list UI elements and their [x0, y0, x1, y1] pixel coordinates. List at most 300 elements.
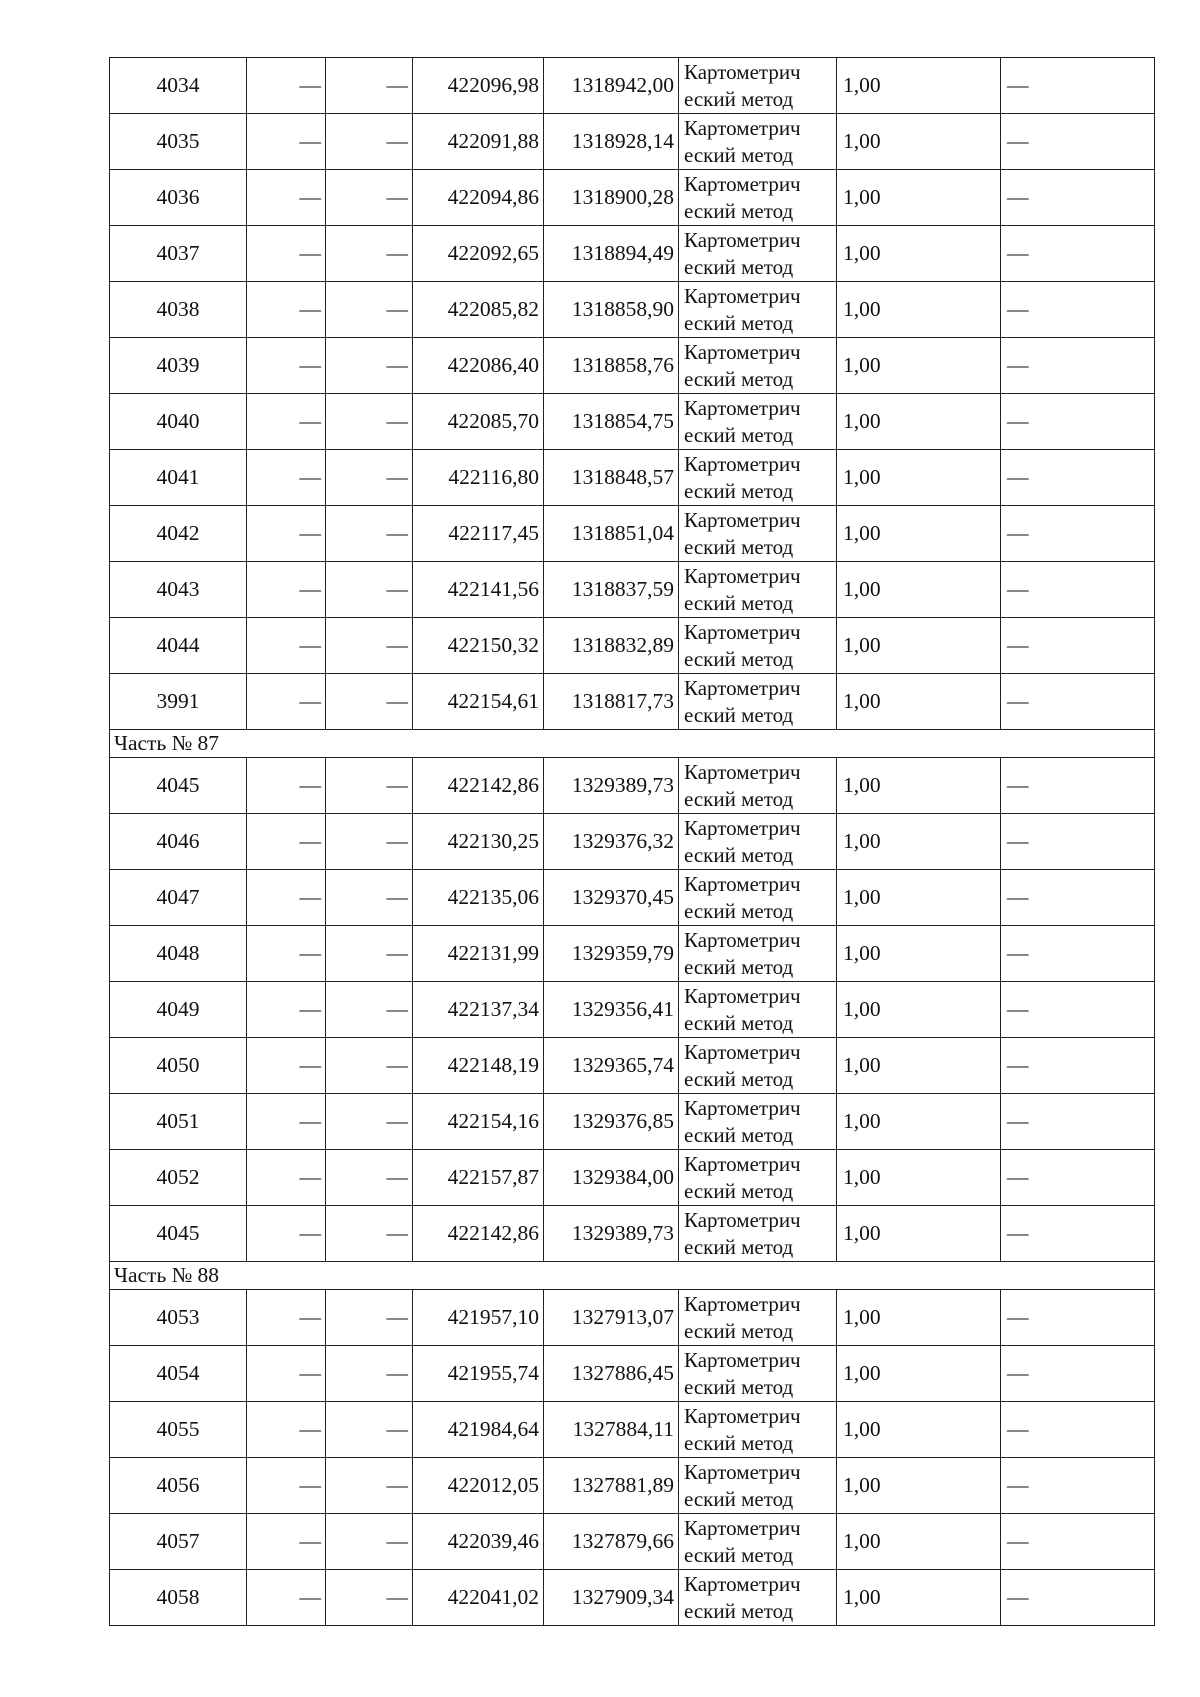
table-row	[110, 1402, 1155, 1458]
method-cell	[679, 1038, 837, 1094]
dash-cell: —	[247, 226, 326, 282]
method-line-1: Картометрич	[684, 395, 801, 420]
point-number-cell: 4035	[110, 114, 247, 170]
accuracy-cell: 1,00	[837, 1346, 1001, 1402]
y-coordinate-cell: 1318854,75	[544, 394, 679, 450]
method-line-1: Картометрич	[684, 1151, 801, 1176]
y-coordinate-cell: 1329359,79	[544, 926, 679, 982]
section-title: Часть № 87	[110, 730, 1155, 758]
note-cell: —	[1001, 394, 1155, 450]
x-coordinate-cell: 422096,98	[413, 58, 544, 114]
method-cell	[679, 1206, 837, 1262]
point-number-cell: 4053	[110, 1290, 247, 1346]
dash-cell: —	[326, 506, 413, 562]
x-coordinate-cell: 421955,74	[413, 1346, 544, 1402]
accuracy-cell: 1,00	[837, 114, 1001, 170]
table-row	[110, 1346, 1155, 1402]
x-coordinate-cell: 422142,86	[413, 1206, 544, 1262]
dash-cell: —	[326, 1458, 413, 1514]
method-line-1: Картометрич	[684, 1095, 801, 1120]
note-cell: —	[1001, 282, 1155, 338]
y-coordinate-cell: 1327884,11	[544, 1402, 679, 1458]
method-cell	[679, 1094, 837, 1150]
accuracy-cell: 1,00	[837, 1402, 1001, 1458]
x-coordinate-cell: 422141,56	[413, 562, 544, 618]
method-line-2: еский метод	[684, 254, 794, 279]
section-header-row	[110, 1262, 1155, 1290]
point-number-cell: 4055	[110, 1402, 247, 1458]
method-cell	[679, 618, 837, 674]
method-line-2: еский метод	[684, 646, 794, 671]
point-number-cell: 4051	[110, 1094, 247, 1150]
dash-cell: —	[326, 170, 413, 226]
method-line-2: еский метод	[684, 1066, 794, 1091]
dash-cell: —	[247, 394, 326, 450]
method-cell	[679, 394, 837, 450]
method-cell	[679, 282, 837, 338]
method-line-1: Картометрич	[684, 1571, 801, 1596]
method-cell	[679, 674, 837, 730]
y-coordinate-cell: 1329384,00	[544, 1150, 679, 1206]
method-line-1: Картометрич	[684, 451, 801, 476]
dash-cell: —	[247, 450, 326, 506]
dash-cell: —	[247, 1038, 326, 1094]
method-line-1: Картометрич	[684, 759, 801, 784]
dash-cell: —	[247, 338, 326, 394]
method-cell	[679, 170, 837, 226]
point-number-cell: 4040	[110, 394, 247, 450]
method-line-2: еский метод	[684, 366, 794, 391]
note-cell: —	[1001, 226, 1155, 282]
x-coordinate-cell: 421984,64	[413, 1402, 544, 1458]
dash-cell: —	[247, 1206, 326, 1262]
x-coordinate-cell: 422130,25	[413, 814, 544, 870]
y-coordinate-cell: 1318851,04	[544, 506, 679, 562]
note-cell: —	[1001, 58, 1155, 114]
accuracy-cell: 1,00	[837, 982, 1001, 1038]
method-line-1: Картометрич	[684, 675, 801, 700]
x-coordinate-cell: 422150,32	[413, 618, 544, 674]
accuracy-cell: 1,00	[837, 1570, 1001, 1626]
method-line-2: еский метод	[684, 1122, 794, 1147]
x-coordinate-cell: 422137,34	[413, 982, 544, 1038]
accuracy-cell: 1,00	[837, 170, 1001, 226]
x-coordinate-cell: 422154,16	[413, 1094, 544, 1150]
table-row	[110, 1514, 1155, 1570]
note-cell: —	[1001, 1290, 1155, 1346]
x-coordinate-cell: 422085,70	[413, 394, 544, 450]
method-line-1: Картометрич	[684, 1039, 801, 1064]
dash-cell: —	[326, 618, 413, 674]
method-line-2: еский метод	[684, 1542, 794, 1567]
method-cell	[679, 814, 837, 870]
dash-cell: —	[326, 1094, 413, 1150]
x-coordinate-cell: 422157,87	[413, 1150, 544, 1206]
note-cell: —	[1001, 1038, 1155, 1094]
x-coordinate-cell: 422041,02	[413, 1570, 544, 1626]
method-line-1: Картометрич	[684, 815, 801, 840]
table-row	[110, 450, 1155, 506]
table-row	[110, 506, 1155, 562]
note-cell: —	[1001, 170, 1155, 226]
method-line-2: еский метод	[684, 86, 794, 111]
table-row	[110, 394, 1155, 450]
y-coordinate-cell: 1318858,76	[544, 338, 679, 394]
dash-cell: —	[326, 226, 413, 282]
dash-cell: —	[247, 982, 326, 1038]
x-coordinate-cell: 422142,86	[413, 758, 544, 814]
y-coordinate-cell: 1329356,41	[544, 982, 679, 1038]
dash-cell: —	[247, 1290, 326, 1346]
note-cell: —	[1001, 114, 1155, 170]
method-line-2: еский метод	[684, 954, 794, 979]
accuracy-cell: 1,00	[837, 1038, 1001, 1094]
table-row	[110, 982, 1155, 1038]
dash-cell: —	[247, 1346, 326, 1402]
y-coordinate-cell: 1318837,59	[544, 562, 679, 618]
dash-cell: —	[247, 1094, 326, 1150]
dash-cell: —	[326, 58, 413, 114]
method-cell	[679, 226, 837, 282]
accuracy-cell: 1,00	[837, 618, 1001, 674]
dash-cell: —	[326, 870, 413, 926]
method-line-2: еский метод	[684, 898, 794, 923]
dash-cell: —	[247, 562, 326, 618]
note-cell: —	[1001, 982, 1155, 1038]
accuracy-cell: 1,00	[837, 870, 1001, 926]
accuracy-cell: 1,00	[837, 814, 1001, 870]
table-row	[110, 1150, 1155, 1206]
y-coordinate-cell: 1318894,49	[544, 226, 679, 282]
x-coordinate-cell: 422131,99	[413, 926, 544, 982]
point-number-cell: 4046	[110, 814, 247, 870]
note-cell: —	[1001, 338, 1155, 394]
method-line-1: Картометрич	[684, 983, 801, 1008]
dash-cell: —	[326, 450, 413, 506]
method-line-2: еский метод	[684, 478, 794, 503]
dash-cell: —	[326, 338, 413, 394]
point-number-cell: 4041	[110, 450, 247, 506]
method-line-1: Картометрич	[684, 563, 801, 588]
note-cell: —	[1001, 618, 1155, 674]
method-line-1: Картометрич	[684, 1347, 801, 1372]
table-row	[110, 1570, 1155, 1626]
dash-cell: —	[247, 870, 326, 926]
table-row	[110, 226, 1155, 282]
point-number-cell: 4043	[110, 562, 247, 618]
note-cell: —	[1001, 758, 1155, 814]
x-coordinate-cell: 422092,65	[413, 226, 544, 282]
method-cell	[679, 1346, 837, 1402]
method-line-2: еский метод	[684, 590, 794, 615]
dash-cell: —	[247, 758, 326, 814]
method-cell	[679, 1514, 837, 1570]
method-line-2: еский метод	[684, 702, 794, 727]
point-number-cell: 4037	[110, 226, 247, 282]
dash-cell: —	[247, 674, 326, 730]
point-number-cell: 4054	[110, 1346, 247, 1402]
point-number-cell: 4048	[110, 926, 247, 982]
dash-cell: —	[247, 114, 326, 170]
method-cell	[679, 1150, 837, 1206]
method-line-1: Картометрич	[684, 1207, 801, 1232]
point-number-cell: 4047	[110, 870, 247, 926]
dash-cell: —	[326, 1038, 413, 1094]
method-line-1: Картометрич	[684, 171, 801, 196]
point-number-cell: 4049	[110, 982, 247, 1038]
y-coordinate-cell: 1329370,45	[544, 870, 679, 926]
note-cell: —	[1001, 1570, 1155, 1626]
method-line-1: Картометрич	[684, 1459, 801, 1484]
note-cell: —	[1001, 1514, 1155, 1570]
y-coordinate-cell: 1318928,14	[544, 114, 679, 170]
x-coordinate-cell: 422085,82	[413, 282, 544, 338]
method-line-2: еский метод	[684, 198, 794, 223]
method-line-2: еский метод	[684, 1374, 794, 1399]
dash-cell: —	[326, 674, 413, 730]
method-line-1: Картометрич	[684, 507, 801, 532]
dash-cell: —	[326, 982, 413, 1038]
coordinates-table	[109, 57, 1155, 1626]
note-cell: —	[1001, 1346, 1155, 1402]
note-cell: —	[1001, 450, 1155, 506]
dash-cell: —	[326, 1346, 413, 1402]
point-number-cell: 4038	[110, 282, 247, 338]
x-coordinate-cell: 421957,10	[413, 1290, 544, 1346]
method-line-2: еский метод	[684, 142, 794, 167]
method-line-1: Картометрич	[684, 927, 801, 952]
accuracy-cell: 1,00	[837, 1094, 1001, 1150]
y-coordinate-cell: 1318942,00	[544, 58, 679, 114]
method-line-2: еский метод	[684, 1486, 794, 1511]
method-cell	[679, 114, 837, 170]
method-cell	[679, 926, 837, 982]
method-line-2: еский метод	[684, 1318, 794, 1343]
note-cell: —	[1001, 1094, 1155, 1150]
method-line-2: еский метод	[684, 422, 794, 447]
method-line-1: Картометрич	[684, 1403, 801, 1428]
accuracy-cell: 1,00	[837, 506, 1001, 562]
accuracy-cell: 1,00	[837, 1290, 1001, 1346]
method-line-2: еский метод	[684, 534, 794, 559]
method-line-1: Картометрич	[684, 115, 801, 140]
table-row	[110, 870, 1155, 926]
accuracy-cell: 1,00	[837, 926, 1001, 982]
method-cell	[679, 1458, 837, 1514]
dash-cell: —	[247, 1150, 326, 1206]
point-number-cell: 4050	[110, 1038, 247, 1094]
y-coordinate-cell: 1327881,89	[544, 1458, 679, 1514]
dash-cell: —	[326, 1290, 413, 1346]
point-number-cell: 4057	[110, 1514, 247, 1570]
y-coordinate-cell: 1329365,74	[544, 1038, 679, 1094]
section-header-row	[110, 730, 1155, 758]
point-number-cell: 4039	[110, 338, 247, 394]
method-cell	[679, 1402, 837, 1458]
dash-cell: —	[247, 1514, 326, 1570]
y-coordinate-cell: 1329389,73	[544, 758, 679, 814]
method-line-2: еский метод	[684, 1178, 794, 1203]
method-cell	[679, 870, 837, 926]
x-coordinate-cell: 422117,45	[413, 506, 544, 562]
accuracy-cell: 1,00	[837, 562, 1001, 618]
method-line-1: Картометрич	[684, 1291, 801, 1316]
dash-cell: —	[247, 926, 326, 982]
method-line-1: Картометрич	[684, 1515, 801, 1540]
y-coordinate-cell: 1318848,57	[544, 450, 679, 506]
note-cell: —	[1001, 562, 1155, 618]
table-row	[110, 170, 1155, 226]
dash-cell: —	[247, 282, 326, 338]
note-cell: —	[1001, 1206, 1155, 1262]
method-line-1: Картометрич	[684, 871, 801, 896]
dash-cell: —	[326, 1570, 413, 1626]
accuracy-cell: 1,00	[837, 1458, 1001, 1514]
method-cell	[679, 562, 837, 618]
dash-cell: —	[326, 562, 413, 618]
point-number-cell: 4044	[110, 618, 247, 674]
table-row	[110, 562, 1155, 618]
dash-cell: —	[326, 926, 413, 982]
table-row	[110, 814, 1155, 870]
accuracy-cell: 1,00	[837, 1206, 1001, 1262]
dash-cell: —	[247, 814, 326, 870]
accuracy-cell: 1,00	[837, 1150, 1001, 1206]
dash-cell: —	[326, 814, 413, 870]
method-line-1: Картометрич	[684, 283, 801, 308]
x-coordinate-cell: 422086,40	[413, 338, 544, 394]
table-row	[110, 1094, 1155, 1150]
table-row	[110, 58, 1155, 114]
point-number-cell: 3991	[110, 674, 247, 730]
table-row	[110, 1290, 1155, 1346]
method-line-1: Картометрич	[684, 619, 801, 644]
accuracy-cell: 1,00	[837, 758, 1001, 814]
method-cell	[679, 450, 837, 506]
section-title: Часть № 88	[110, 1262, 1155, 1290]
y-coordinate-cell: 1327913,07	[544, 1290, 679, 1346]
note-cell: —	[1001, 1402, 1155, 1458]
note-cell: —	[1001, 814, 1155, 870]
method-line-1: Картометрич	[684, 227, 801, 252]
y-coordinate-cell: 1327886,45	[544, 1346, 679, 1402]
note-cell: —	[1001, 870, 1155, 926]
accuracy-cell: 1,00	[837, 1514, 1001, 1570]
point-number-cell: 4045	[110, 758, 247, 814]
note-cell: —	[1001, 674, 1155, 730]
dash-cell: —	[247, 506, 326, 562]
method-cell	[679, 982, 837, 1038]
dash-cell: —	[247, 58, 326, 114]
method-line-2: еский метод	[684, 1010, 794, 1035]
method-cell	[679, 1570, 837, 1626]
x-coordinate-cell: 422094,86	[413, 170, 544, 226]
method-line-2: еский метод	[684, 1234, 794, 1259]
dash-cell: —	[326, 1514, 413, 1570]
accuracy-cell: 1,00	[837, 58, 1001, 114]
point-number-cell: 4045	[110, 1206, 247, 1262]
point-number-cell: 4056	[110, 1458, 247, 1514]
y-coordinate-cell: 1329376,85	[544, 1094, 679, 1150]
dash-cell: —	[326, 282, 413, 338]
table-row	[110, 926, 1155, 982]
table-row	[110, 114, 1155, 170]
dash-cell: —	[326, 1150, 413, 1206]
dash-cell: —	[247, 170, 326, 226]
y-coordinate-cell: 1318817,73	[544, 674, 679, 730]
accuracy-cell: 1,00	[837, 450, 1001, 506]
table-row	[110, 1458, 1155, 1514]
dash-cell: —	[326, 1402, 413, 1458]
dash-cell: —	[247, 618, 326, 674]
x-coordinate-cell: 422154,61	[413, 674, 544, 730]
x-coordinate-cell: 422148,19	[413, 1038, 544, 1094]
table-row	[110, 1206, 1155, 1262]
x-coordinate-cell: 422091,88	[413, 114, 544, 170]
note-cell: —	[1001, 1150, 1155, 1206]
method-cell	[679, 1290, 837, 1346]
accuracy-cell: 1,00	[837, 282, 1001, 338]
table-row	[110, 338, 1155, 394]
method-line-2: еский метод	[684, 786, 794, 811]
accuracy-cell: 1,00	[837, 338, 1001, 394]
y-coordinate-cell: 1318900,28	[544, 170, 679, 226]
point-number-cell: 4034	[110, 58, 247, 114]
y-coordinate-cell: 1327879,66	[544, 1514, 679, 1570]
method-cell	[679, 758, 837, 814]
method-line-2: еский метод	[684, 842, 794, 867]
table-row	[110, 1038, 1155, 1094]
dash-cell: —	[247, 1458, 326, 1514]
dash-cell: —	[326, 758, 413, 814]
table-row	[110, 282, 1155, 338]
y-coordinate-cell: 1318858,90	[544, 282, 679, 338]
table-row	[110, 618, 1155, 674]
method-line-2: еский метод	[684, 1598, 794, 1623]
method-cell	[679, 338, 837, 394]
method-cell	[679, 506, 837, 562]
dash-cell: —	[247, 1570, 326, 1626]
point-number-cell: 4036	[110, 170, 247, 226]
note-cell: —	[1001, 506, 1155, 562]
table-body	[110, 58, 1155, 1626]
accuracy-cell: 1,00	[837, 394, 1001, 450]
y-coordinate-cell: 1329376,32	[544, 814, 679, 870]
accuracy-cell: 1,00	[837, 226, 1001, 282]
method-line-2: еский метод	[684, 310, 794, 335]
note-cell: —	[1001, 1458, 1155, 1514]
dash-cell: —	[326, 394, 413, 450]
method-line-1: Картометрич	[684, 59, 801, 84]
method-cell	[679, 58, 837, 114]
dash-cell: —	[326, 114, 413, 170]
dash-cell: —	[247, 1402, 326, 1458]
table-row	[110, 758, 1155, 814]
x-coordinate-cell: 422012,05	[413, 1458, 544, 1514]
point-number-cell: 4042	[110, 506, 247, 562]
y-coordinate-cell: 1318832,89	[544, 618, 679, 674]
note-cell: —	[1001, 926, 1155, 982]
point-number-cell: 4058	[110, 1570, 247, 1626]
method-line-1: Картометрич	[684, 339, 801, 364]
y-coordinate-cell: 1329389,73	[544, 1206, 679, 1262]
method-line-2: еский метод	[684, 1430, 794, 1455]
y-coordinate-cell: 1327909,34	[544, 1570, 679, 1626]
accuracy-cell: 1,00	[837, 674, 1001, 730]
x-coordinate-cell: 422135,06	[413, 870, 544, 926]
x-coordinate-cell: 422116,80	[413, 450, 544, 506]
dash-cell: —	[326, 1206, 413, 1262]
